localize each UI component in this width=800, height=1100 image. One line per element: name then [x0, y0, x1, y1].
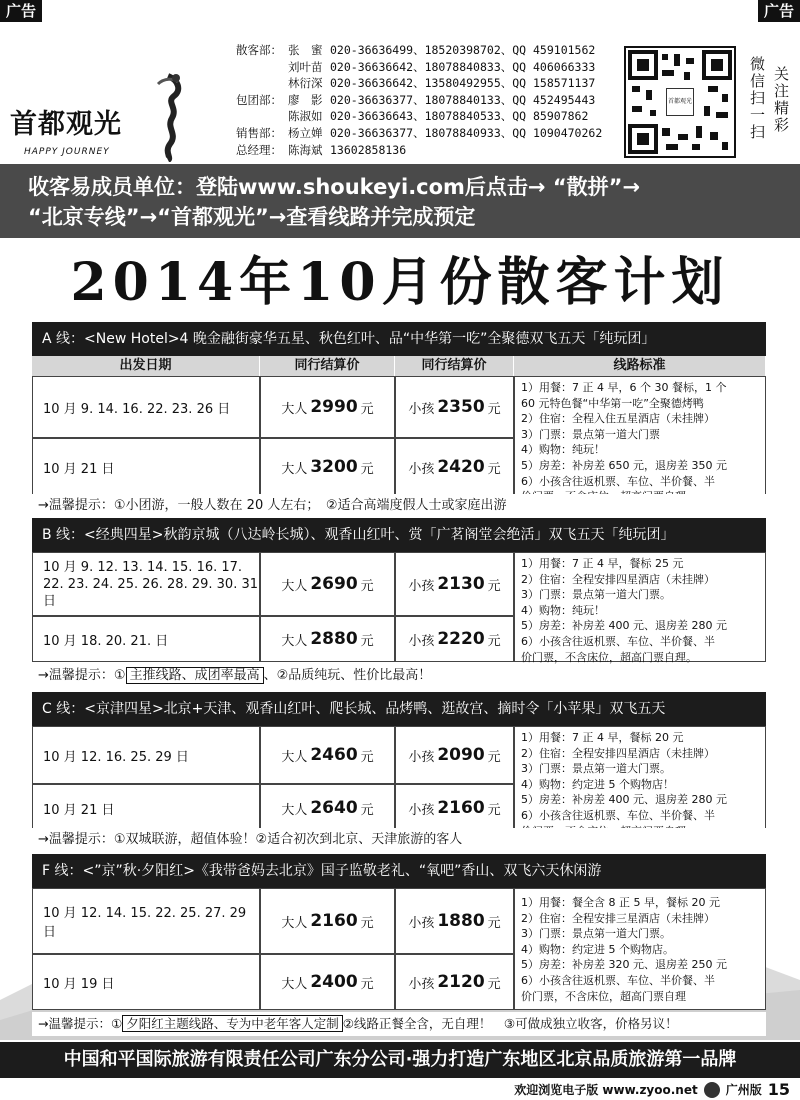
contact-dept: [236, 59, 288, 76]
tip-highlight: 夕阳红主题线路、专为中老年客人定制: [122, 1015, 343, 1032]
departure-date: 10 月 21 日: [32, 438, 260, 496]
adult-price: [260, 552, 395, 616]
contact-phones: 020-36636377、18078840933、QQ 1090470262: [330, 125, 603, 140]
std-line: 价门票，不含床位，超高门票自理: [521, 989, 686, 1003]
departure-date: 10 月 21 日: [32, 784, 260, 832]
adult-label: 大人: [281, 976, 308, 992]
contact-name: 刘叶苗: [288, 59, 323, 74]
child-price: [395, 954, 514, 1010]
contact-dept: 散客部：: [236, 43, 282, 57]
ad-label-left: 广告: [0, 0, 42, 22]
section-f-heading: F 线：<”京”秋·夕阳红>《我带爸妈去北京》国子监敬老礼、“氧吧”香山、双飞六天休闲游: [32, 854, 766, 888]
std-line: 60 元特色餐“中华第一吃”全聚德烤鸭: [521, 396, 704, 410]
edition-label: 广州版: [725, 1083, 762, 1097]
col-date-header: 出发日期: [32, 356, 260, 376]
route-standards: [514, 888, 766, 1010]
contact-phones: 020-36636642、18078840833、QQ 406066333: [330, 59, 596, 74]
col-adult-header: 同行结算价: [260, 356, 395, 376]
child-label: 小孩: [408, 401, 435, 417]
contact-phones: 020-36636377、18078840133、QQ 452495443: [330, 92, 596, 107]
header: [0, 22, 800, 164]
std-line: 4）购物：纯玩！: [521, 443, 605, 457]
contact-row: [236, 59, 602, 76]
section-c-heading: C 线：<京津四星>北京+天津、观香山红叶、爬长城、品烤鸭、逛故宫、摘时令「小苹果」双飞五天: [32, 692, 766, 726]
contact-name: 张 蜜: [288, 43, 323, 57]
std-line: 3）门票：景点第一道大门票。: [521, 927, 671, 941]
ad-label-right: 广告: [758, 0, 800, 22]
contact-phones: 020-36636499、18520398702、QQ 459101562: [330, 43, 596, 57]
contact-row: [236, 92, 602, 109]
tip-suffix: ②线路正餐全含，无自理！ ③可做成独立收客，价格另议！: [342, 1016, 678, 1031]
company-slogan: 中国和平国际旅游有限责任公司广东分公司·强力打造广东地区北京品质旅游第一品牌: [0, 1042, 800, 1078]
std-line: 5）房差：补房差 650 元，退房差 350 元: [521, 458, 727, 472]
adult-label: 大人: [281, 802, 308, 818]
qr-follow-text: 关注精彩: [772, 66, 790, 134]
adult-price: [260, 954, 395, 1010]
child-price-value: 2220: [437, 629, 485, 649]
std-line: 3）门票：景点第一道大门票。: [521, 762, 671, 776]
child-price-value: 1880: [437, 911, 485, 931]
adult-label: 大人: [281, 578, 308, 594]
contact-name: 廖 影: [288, 92, 323, 107]
child-label: 小孩: [408, 976, 435, 992]
departure-date: 10 月 12. 14. 15. 22. 25. 27. 29 日: [32, 888, 260, 954]
contact-dept: [236, 108, 288, 125]
adult-price-value: 2990: [310, 397, 358, 417]
child-price: [395, 376, 514, 438]
child-price-value: 2130: [437, 574, 485, 594]
company-logo: [10, 72, 190, 162]
price-unit: 元: [360, 976, 374, 992]
std-line: 2）住宿：全程安排四星酒店（未挂牌）: [521, 746, 715, 760]
contact-dept: [236, 75, 288, 92]
child-label: 小孩: [408, 915, 435, 931]
std-line: 4）购物：约定进 5 个购物店！: [521, 777, 674, 791]
tip-f: [32, 1012, 766, 1036]
price-unit: 元: [487, 915, 501, 931]
child-label: 小孩: [408, 578, 435, 594]
contact-row: [236, 125, 602, 142]
std-line: 2）住宿：全程入住五星酒店（未挂牌）: [521, 412, 715, 426]
banner-line-1: 收客易成员单位：登陆www.shoukeyi.com后点击→ “散拼”→: [28, 175, 641, 199]
adult-label: 大人: [281, 633, 308, 649]
contact-name: 林衍深: [288, 76, 323, 91]
price-unit: 元: [487, 578, 501, 594]
tip-prefix: →温馨提示：①: [38, 1016, 123, 1031]
contact-list: [236, 42, 602, 158]
tip-a: →温馨提示：①小团游，一般人数在 20 人左右； ②适合高端度假人士或家庭出游: [32, 494, 766, 518]
std-line: 6）小孩含往返机票、车位、半价餐、半: [521, 808, 715, 822]
departure-date: 10 月 9. 12. 13. 14. 15. 16. 17. 22. 23. 24. 25. 26. 28. 29. 30. 31 日: [32, 552, 260, 616]
std-line: 6）小孩含往返机票、车位、半价餐、半: [521, 973, 715, 987]
price-unit: 元: [487, 633, 501, 649]
logo-name: 首都观光: [10, 109, 122, 140]
adult-price: [260, 376, 395, 438]
contact-row: [236, 75, 602, 92]
departure-date: 10 月 19 日: [32, 954, 260, 1010]
adult-price-value: 3200: [310, 457, 358, 477]
std-line: 3）门票：景点第一道大门票。: [521, 588, 671, 602]
edition-badge-icon: [704, 1082, 720, 1098]
qr-code[interactable]: [624, 46, 736, 158]
std-line: 2）住宿：全程安排四星酒店（未挂牌）: [521, 572, 715, 586]
tip-highlight: 主推线路、成团率最高: [126, 667, 264, 684]
std-line: 5）房差：补房差 400 元、退房差 280 元: [521, 619, 727, 633]
child-price-value: 2350: [437, 397, 485, 417]
contact-dept: 包团部：: [236, 92, 282, 107]
page-title: 2014年10月份散客计划: [70, 252, 730, 313]
child-price: [395, 784, 514, 832]
booking-banner: [0, 164, 800, 238]
std-line: 1）用餐：7 正 4 早，餐标 25 元: [521, 557, 684, 570]
child-price-value: 2160: [437, 798, 485, 818]
child-price-value: 2090: [437, 745, 485, 765]
price-unit: 元: [360, 461, 374, 477]
child-label: 小孩: [408, 461, 435, 477]
tip-c: →温馨提示：①双城联游，超值体验！②适合初次到北京、天津旅游的客人: [32, 828, 766, 852]
contact-row: [236, 108, 602, 125]
adult-price-value: 2640: [310, 798, 358, 818]
price-unit: 元: [487, 461, 501, 477]
section-a-heading: A 线：<New Hotel>4 晚金融街豪华五星、秋色红叶、品“中华第一吃”全聚德双飞五天「纯玩团」: [32, 322, 766, 356]
std-line: 1）用餐：7 正 4 早，6 个 30 餐标，1 个: [521, 381, 727, 394]
adult-price-value: 2460: [310, 745, 358, 765]
adult-price: [260, 438, 395, 496]
price-unit: 元: [487, 976, 501, 992]
tip-prefix: →温馨提示：①: [38, 668, 126, 683]
contact-name: 杨立婵: [288, 125, 323, 140]
qr-scan-text: 微信扫一扫: [748, 56, 766, 141]
logo-figure-icon: [148, 72, 190, 162]
adult-price: [260, 784, 395, 832]
std-line: 6）小孩含往返机票、车位、半价餐、半: [521, 634, 715, 648]
logo-tagline: HAPPY JOURNEY: [24, 147, 110, 157]
price-unit: 元: [360, 802, 374, 818]
adult-label: 大人: [281, 915, 308, 931]
adult-price-value: 2690: [310, 574, 358, 594]
col-child-header: 同行结算价: [395, 356, 514, 376]
std-line: 3）门票：景点第一道大门票: [521, 427, 660, 441]
price-unit: 元: [360, 401, 374, 417]
column-header-row: [32, 356, 766, 376]
std-line: 4）购物：纯玩！: [521, 603, 605, 617]
contact-dept: 总经理：: [236, 142, 282, 157]
std-line: 1）用餐：餐全含 8 正 5 早，餐标 20 元: [521, 896, 720, 909]
adult-price: [260, 616, 395, 662]
departure-date: 10 月 9. 14. 16. 22. 23. 26 日: [32, 376, 260, 438]
qr-center-logo: 首都观光: [666, 88, 694, 116]
price-unit: 元: [487, 401, 501, 417]
price-unit: 元: [487, 802, 501, 818]
std-line: 4）购物：约定进 5 个购物店。: [521, 942, 674, 956]
adult-price-value: 2880: [310, 629, 358, 649]
contact-name: 陈海斌: [288, 142, 323, 157]
contact-row: [236, 142, 602, 159]
child-price-value: 2420: [437, 457, 485, 477]
departure-date: 10 月 12. 16. 25. 29 日: [32, 726, 260, 784]
child-price: [395, 726, 514, 784]
contact-row: [236, 42, 602, 59]
child-price: [395, 888, 514, 954]
price-unit: 元: [360, 633, 374, 649]
std-line: 价门票，不含床位，超高门票自理。: [521, 650, 697, 664]
price-unit: 元: [487, 749, 501, 765]
page-footer: [514, 1080, 790, 1099]
std-line: 2）住宿：全程安排三星酒店（未挂牌）: [521, 911, 715, 925]
route-standards: [514, 552, 766, 662]
col-std-header: 线路标准: [514, 356, 766, 376]
contact-phones: 020-36636642、13580492955、QQ 158571137: [330, 76, 596, 91]
child-label: 小孩: [408, 749, 435, 765]
adult-label: 大人: [281, 461, 308, 477]
contact-name: 陈淑如: [288, 109, 323, 124]
price-unit: 元: [360, 915, 374, 931]
adult-label: 大人: [281, 401, 308, 417]
contact-phones: 13602858136: [330, 142, 407, 157]
child-price: [395, 616, 514, 662]
adult-price-value: 2400: [310, 972, 358, 992]
child-label: 小孩: [408, 633, 435, 649]
std-line: 5）房差：补房差 400 元、退房差 280 元: [521, 793, 727, 807]
contact-dept: 销售部：: [236, 125, 282, 140]
price-unit: 元: [360, 749, 374, 765]
adult-label: 大人: [281, 749, 308, 765]
section-b-heading: B 线：<经典四星>秋韵京城（八达岭长城）、观香山红叶、赏「广茗阁堂会绝活」双飞五天「纯玩团」: [32, 518, 766, 552]
route-standards: [514, 726, 766, 832]
std-line: 6）小孩含往返机票、车位、半价餐、半: [521, 474, 715, 488]
contact-phones: 020-36636643、18078840533、QQ 85907862: [330, 109, 589, 124]
std-line: 1）用餐：7 正 4 早，餐标 20 元: [521, 731, 684, 744]
tip-b: [32, 664, 766, 688]
child-price-value: 2120: [437, 972, 485, 992]
child-price: [395, 438, 514, 496]
departure-date: 10 月 18. 20. 21. 日: [32, 616, 260, 662]
page-number: 15: [767, 1080, 790, 1099]
website-link[interactable]: 欢迎浏览电子版 www.zyoo.net: [514, 1083, 698, 1097]
adult-price-value: 2160: [310, 911, 358, 931]
adult-price: [260, 726, 395, 784]
tip-suffix: 、②品质纯玩、性价比最高！: [263, 668, 432, 683]
adult-price: [260, 888, 395, 954]
price-unit: 元: [360, 578, 374, 594]
banner-line-2: “北京专线”→“首都观光”→查看线路并完成预定: [28, 205, 476, 229]
std-line: 5）房差：补房差 320 元、退房差 250 元: [521, 958, 727, 972]
child-label: 小孩: [408, 802, 435, 818]
route-standards: [514, 376, 766, 496]
child-price: [395, 552, 514, 616]
